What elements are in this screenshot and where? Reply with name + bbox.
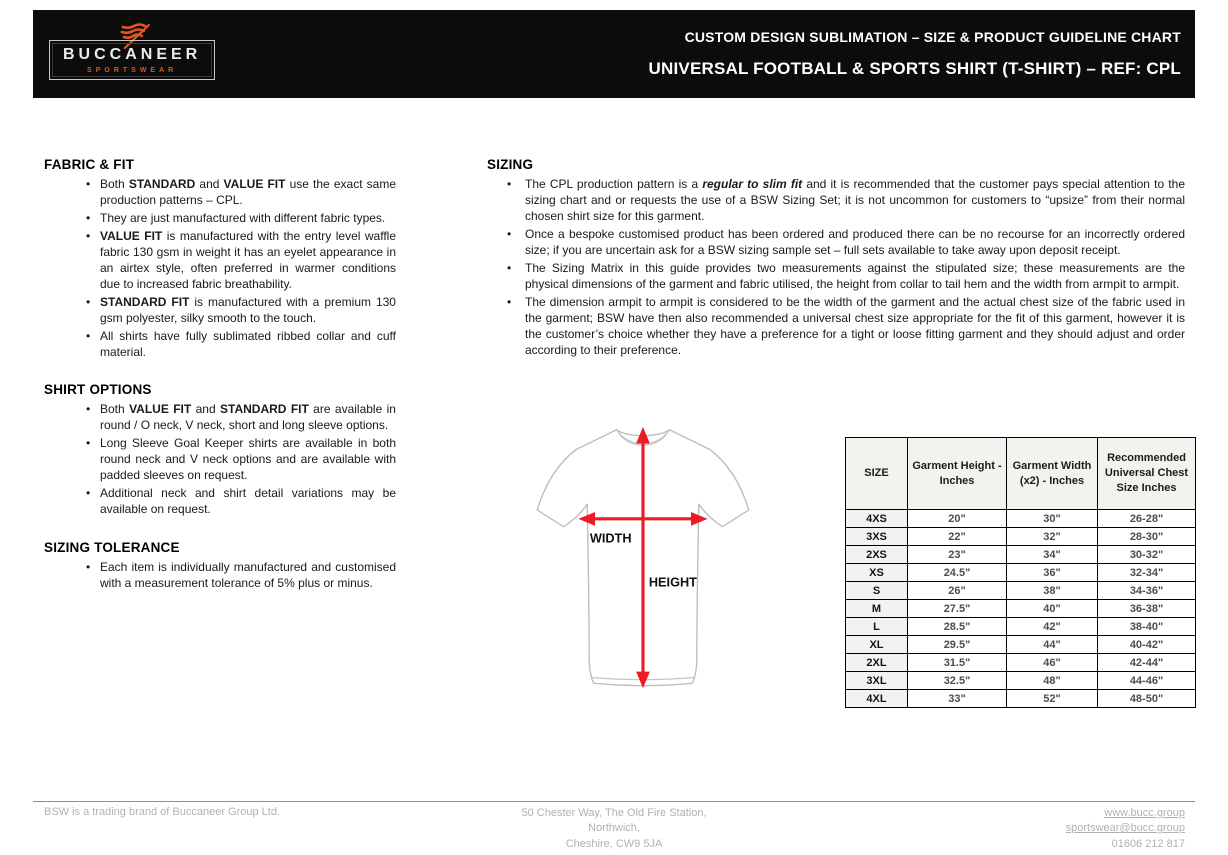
table-header-cell: Recommended Universal Chest Size Inches [1098,438,1196,510]
section-fabric-fit [44,157,396,360]
size-value-cell: 33" [908,690,1007,708]
bullet-marker: • [86,402,91,417]
bullet-text: Long Sleeve Goal Keeper shirts are available in both round neck and V neck options and are available with padded sleeves on request. [100,436,396,483]
size-value-cell: 28-30" [1098,528,1196,546]
footer-address [444,806,784,852]
bullet-marker: • [86,328,91,343]
bullet-marker: • [86,486,91,501]
section-heading: SIZING TOLERANCE [44,540,180,556]
size-value-cell: 30" [1007,510,1098,528]
section-heading-sizing: SIZING [487,157,534,172]
website-link[interactable]: www.bucc.group [1104,807,1185,819]
section-heading: SHIRT OPTIONS [44,382,152,398]
table-row [846,564,1196,582]
bullet-marker: • [86,436,91,451]
bullet-text: The CPL production pattern is a regular to slim fit and it is recommended that the customer pays special attention to the sizing chart and or requests the use of a BSW Sizing Set; it is not uncommon for customers to “upsize” from their normal chosen shirt size for this garment. [525,177,1185,223]
bullet-item [44,177,396,209]
size-value-cell: 24.5" [908,564,1007,582]
bullet-text: Both STANDARD and VALUE FIT use the exact same production patterns – CPL. [100,177,396,207]
table-row [846,636,1196,654]
size-label-cell: 3XL [846,672,908,690]
address-line: Cheshire, CW9 5JA [565,837,663,850]
bullet-text: All shirts have fully sublimated ribbed collar and cuff material. [100,328,396,359]
table-header-cell: Garment Width (x2) - Inches [1007,438,1098,510]
bullet-text: STANDARD FIT is manufactured with a premium 130 gsm polyester, silky smooth to the touch. [100,294,396,325]
bullet-item [44,436,396,484]
table-row [846,528,1196,546]
table-header-cell: SIZE [846,438,908,510]
logo-brand-text: BUCCANEER [63,46,202,63]
bullet-marker: • [507,177,512,191]
size-label-cell: 4XL [846,690,908,708]
size-value-cell: 34-36" [1098,582,1196,600]
table-header-cell: Garment Height - Inches [908,438,1007,510]
address-line: 50 Chester Way, The Old Fire Station, [521,807,707,819]
table-row [846,582,1196,600]
footer-divider [33,801,1195,802]
size-value-cell: 48-50" [1098,690,1196,708]
footer-trading-note: BSW is a trading brand of Buccaneer Group Ltd. [44,806,281,818]
right-column [487,157,1185,360]
size-value-cell: 42-44" [1098,654,1196,672]
size-value-cell: 23" [908,546,1007,564]
phone-number: 01606 212 817 [1111,837,1185,850]
bullet-marker: • [86,177,91,191]
size-value-cell: 52" [1007,690,1098,708]
bullet-item [487,177,1185,225]
bullet-marker: • [86,228,91,243]
size-value-cell: 44-46" [1098,672,1196,690]
bullet-text: Once a bespoke customised product has been ordered and produced there can be no recourse for an incorrectly ordered size; if you are uncertain ask for a BSW sizing sample set – full sets available to take away upon deposit receipt. [525,226,1185,257]
bullet-item [487,261,1185,293]
size-value-cell: 31.5" [908,654,1007,672]
size-value-cell: 32" [1007,528,1098,546]
section-shirt-options [44,382,396,518]
logo-sub-text: SPORTSWEAR [87,67,178,74]
bullet-item [44,560,396,592]
table-row [846,672,1196,690]
width-label: WIDTH [589,530,632,546]
size-value-cell: 38-40" [1098,618,1196,636]
bullet-marker: • [507,226,512,241]
size-value-cell: 48" [1007,672,1098,690]
bullet-text: Both VALUE FIT and STANDARD FIT are available in round / O neck, V neck, short and long sleeve options. [100,402,396,433]
size-label-cell: L [846,618,908,636]
footer-contact [1066,806,1185,852]
size-value-cell: 20" [908,510,1007,528]
logo-frame [49,40,215,80]
bullet-text: The Sizing Matrix in this guide provides two measurements against the stipulated size; these measurements are the physical dimensions of the garment and fabric utilised, the height from collar to tail hem and the width from armpit to armpit. [525,260,1185,291]
size-value-cell: 32-34" [1098,564,1196,582]
size-label-cell: XS [846,564,908,582]
bullet-item [44,329,396,361]
bullet-marker: • [507,294,512,309]
size-label-cell: S [846,582,908,600]
address-line: Northwich, [588,822,640,835]
table-row [846,600,1196,618]
table-row [846,618,1196,636]
size-table [845,437,1196,708]
header-bar [33,10,1195,98]
left-column [44,157,396,614]
table-header-row [846,438,1196,510]
section-heading: FABRIC & FIT [44,157,135,172]
size-value-cell: 26-28" [1098,510,1196,528]
size-value-cell: 27.5" [908,600,1007,618]
bullet-item [44,486,396,518]
size-label-cell: XL [846,636,908,654]
email-link[interactable]: sportswear@bucc.group [1065,822,1185,835]
header-titles [649,29,1195,79]
size-value-cell: 36-38" [1098,600,1196,618]
bullet-text: They are just manufactured with different fabric types. [100,210,386,225]
page-title: UNIVERSAL FOOTBALL & SPORTS SHIRT (T-SHIRT) – REF: CPL [648,59,1181,78]
bullet-text: The dimension armpit to armpit is considered to be the width of the garment and the actual chest size of the fabric used in the garment; BSW have then also recommended a universal chest size appropriate for the fit of this garment, however it is the customer’s choice whether they have a preference for a tight or loose fitting garment and they should adjust and order according to their preference. [525,294,1185,357]
sizing-bullet-list [487,177,1185,358]
section-sizing-tolerance [44,540,396,592]
bullet-item [487,295,1185,359]
brand-logo [49,40,215,80]
size-value-cell: 29.5" [908,636,1007,654]
bullet-marker: • [86,294,91,309]
size-value-cell: 38" [1007,582,1098,600]
size-value-cell: 26" [908,582,1007,600]
table-row [846,510,1196,528]
size-label-cell: 4XS [846,510,908,528]
size-label-cell: M [846,600,908,618]
size-value-cell: 44" [1007,636,1098,654]
size-value-cell: 32.5" [908,672,1007,690]
document-subtitle: CUSTOM DESIGN SUBLIMATION – SIZE & PRODUCT GUIDELINE CHART [684,29,1181,45]
size-value-cell: 22" [908,528,1007,546]
bullet-item [44,229,396,293]
bullet-marker: • [86,210,91,225]
bullet-marker: • [507,260,512,275]
bullet-text: VALUE FIT is manufactured with the entry level waffle fabric 130 gsm in weight it has an eyelet appearance in an airtex style, often preferred in warmer conditions due to increased fabric breathability. [100,228,396,291]
size-value-cell: 46" [1007,654,1098,672]
size-value-cell: 42" [1007,618,1098,636]
bullet-item [487,227,1185,259]
size-value-cell: 34" [1007,546,1098,564]
table-row [846,546,1196,564]
table-row [846,690,1196,708]
bullet-text: Each item is individually manufactured and customised with a measurement tolerance of 5% plus or minus. [100,560,396,591]
bullet-text: Additional neck and shirt detail variations may be available on request. [100,486,396,517]
bullet-item [44,402,396,434]
size-value-cell: 40" [1007,600,1098,618]
size-label-cell: 3XS [846,528,908,546]
size-label-cell: 2XS [846,546,908,564]
size-label-cell: 2XL [846,654,908,672]
bullet-marker: • [86,560,91,575]
size-value-cell: 36" [1007,564,1098,582]
size-value-cell: 28.5" [908,618,1007,636]
size-value-cell: 30-32" [1098,546,1196,564]
height-label: HEIGHT [648,574,697,590]
bullet-item [44,211,396,227]
bullet-item [44,295,396,327]
tshirt-diagram [535,418,751,700]
table-row [846,654,1196,672]
size-value-cell: 40-42" [1098,636,1196,654]
